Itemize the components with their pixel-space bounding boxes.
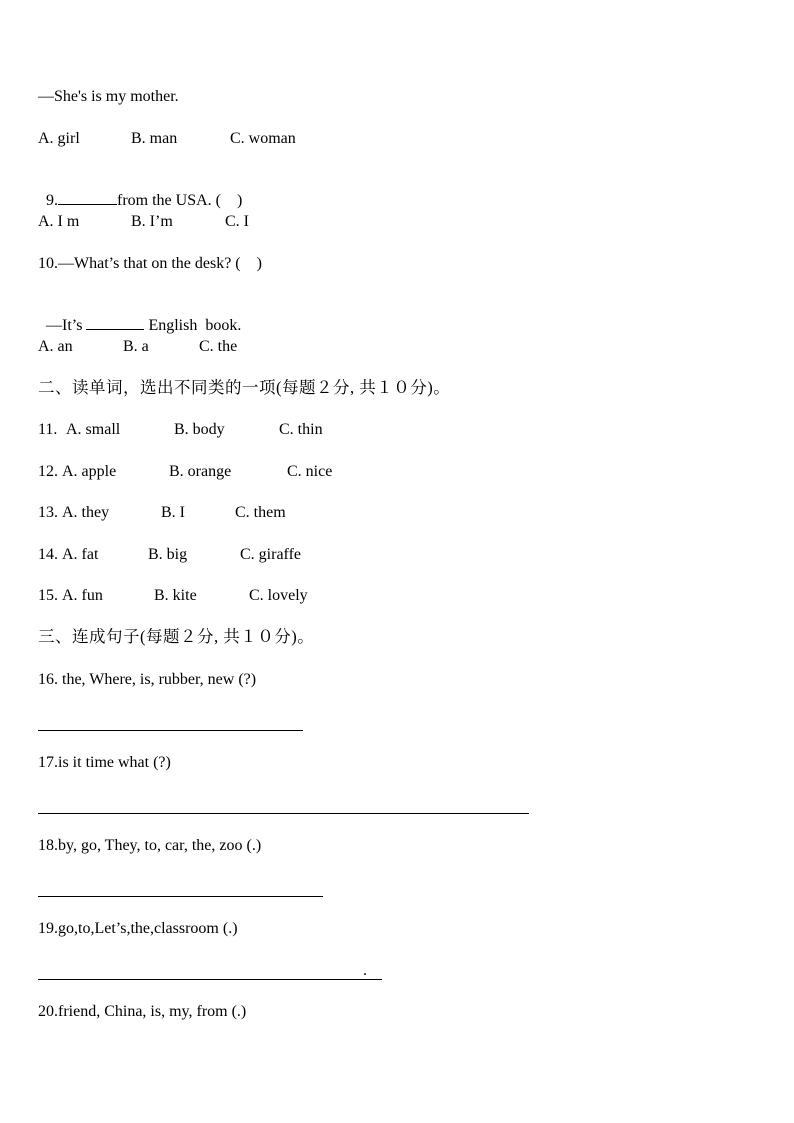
q8-option-c[interactable]: C. woman [230, 130, 296, 147]
q17-prompt: 17.is it time what (?) [38, 754, 171, 771]
q14-option-a[interactable]: A. fat [62, 546, 99, 563]
q9-option-c[interactable]: C. I [225, 213, 249, 230]
q8-option-b[interactable]: B. man [131, 130, 178, 147]
q16-answer-line[interactable] [38, 730, 303, 731]
q11-option-c[interactable]: C. thin [279, 421, 323, 438]
q20-prompt: 20.friend, China, is, my, from (.) [38, 1003, 247, 1020]
q11-option-b[interactable]: B. body [174, 421, 225, 438]
q10-answer-prefix: —It’s [46, 317, 87, 334]
section-3-title: 三、连成句子(每题２分, 共１０分)。 [38, 627, 315, 646]
q15-option-c[interactable]: C. lovely [249, 587, 308, 604]
section-2-title: 二、读单词，选出不同类的一项(每题２分, 共１０分)。 [38, 378, 451, 397]
q12-option-c[interactable]: C. nice [287, 463, 333, 480]
q15-option-a[interactable]: A. fun [62, 587, 103, 604]
q9-blank[interactable] [58, 190, 117, 205]
q13-option-b[interactable]: B. I [161, 504, 185, 521]
q15-option-b[interactable]: B. kite [154, 587, 197, 604]
q8-answer-line: —She's is my mother. [38, 88, 179, 105]
q16-prompt: 16. the, Where, is, rubber, new (?) [38, 671, 257, 688]
q14-number: 14. [38, 546, 58, 563]
q15-number: 15. [38, 587, 58, 604]
q8-option-a[interactable]: A. girl [38, 130, 80, 147]
q19-prompt: 19.go,to,Let’s,the,classroom (.) [38, 920, 238, 937]
q11-number: 11. [38, 421, 62, 438]
q9-question [38, 170, 242, 211]
q9-option-b[interactable]: B. I’m [131, 213, 173, 230]
q10-option-a[interactable]: A. an [38, 338, 73, 355]
q13-option-a[interactable]: A. they [62, 504, 110, 521]
q10-question: 10.—What’s that on the desk? ( ) [38, 255, 262, 272]
q17-answer-line[interactable] [38, 813, 529, 814]
q12-option-b[interactable]: B. orange [169, 463, 232, 480]
q13-number: 13. [38, 504, 58, 521]
q10-option-c[interactable]: C. the [199, 338, 238, 355]
q18-prompt: 18.by, go, They, to, car, the, zoo (.) [38, 837, 262, 854]
q9-text: from the USA. ( ) [117, 192, 243, 209]
q9-option-a[interactable]: A. I m [38, 213, 80, 230]
q14-option-b[interactable]: B. big [148, 546, 188, 563]
q10-answer-suffix: English book. [144, 317, 242, 334]
q18-answer-line[interactable] [38, 896, 323, 897]
q19-period: . [363, 962, 367, 979]
q10-answer-line [38, 295, 241, 336]
q12-option-a[interactable]: A. apple [62, 463, 117, 480]
q19-answer-line[interactable] [38, 979, 382, 980]
q14-option-c[interactable]: C. giraffe [240, 546, 302, 563]
q12-number: 12. [38, 463, 58, 480]
q11-option-a[interactable]: A. small [66, 421, 121, 438]
q10-option-b[interactable]: B. a [123, 338, 149, 355]
q9-number: 9. [46, 192, 58, 209]
q13-option-c[interactable]: C. them [235, 504, 286, 521]
q10-blank[interactable] [86, 315, 144, 330]
